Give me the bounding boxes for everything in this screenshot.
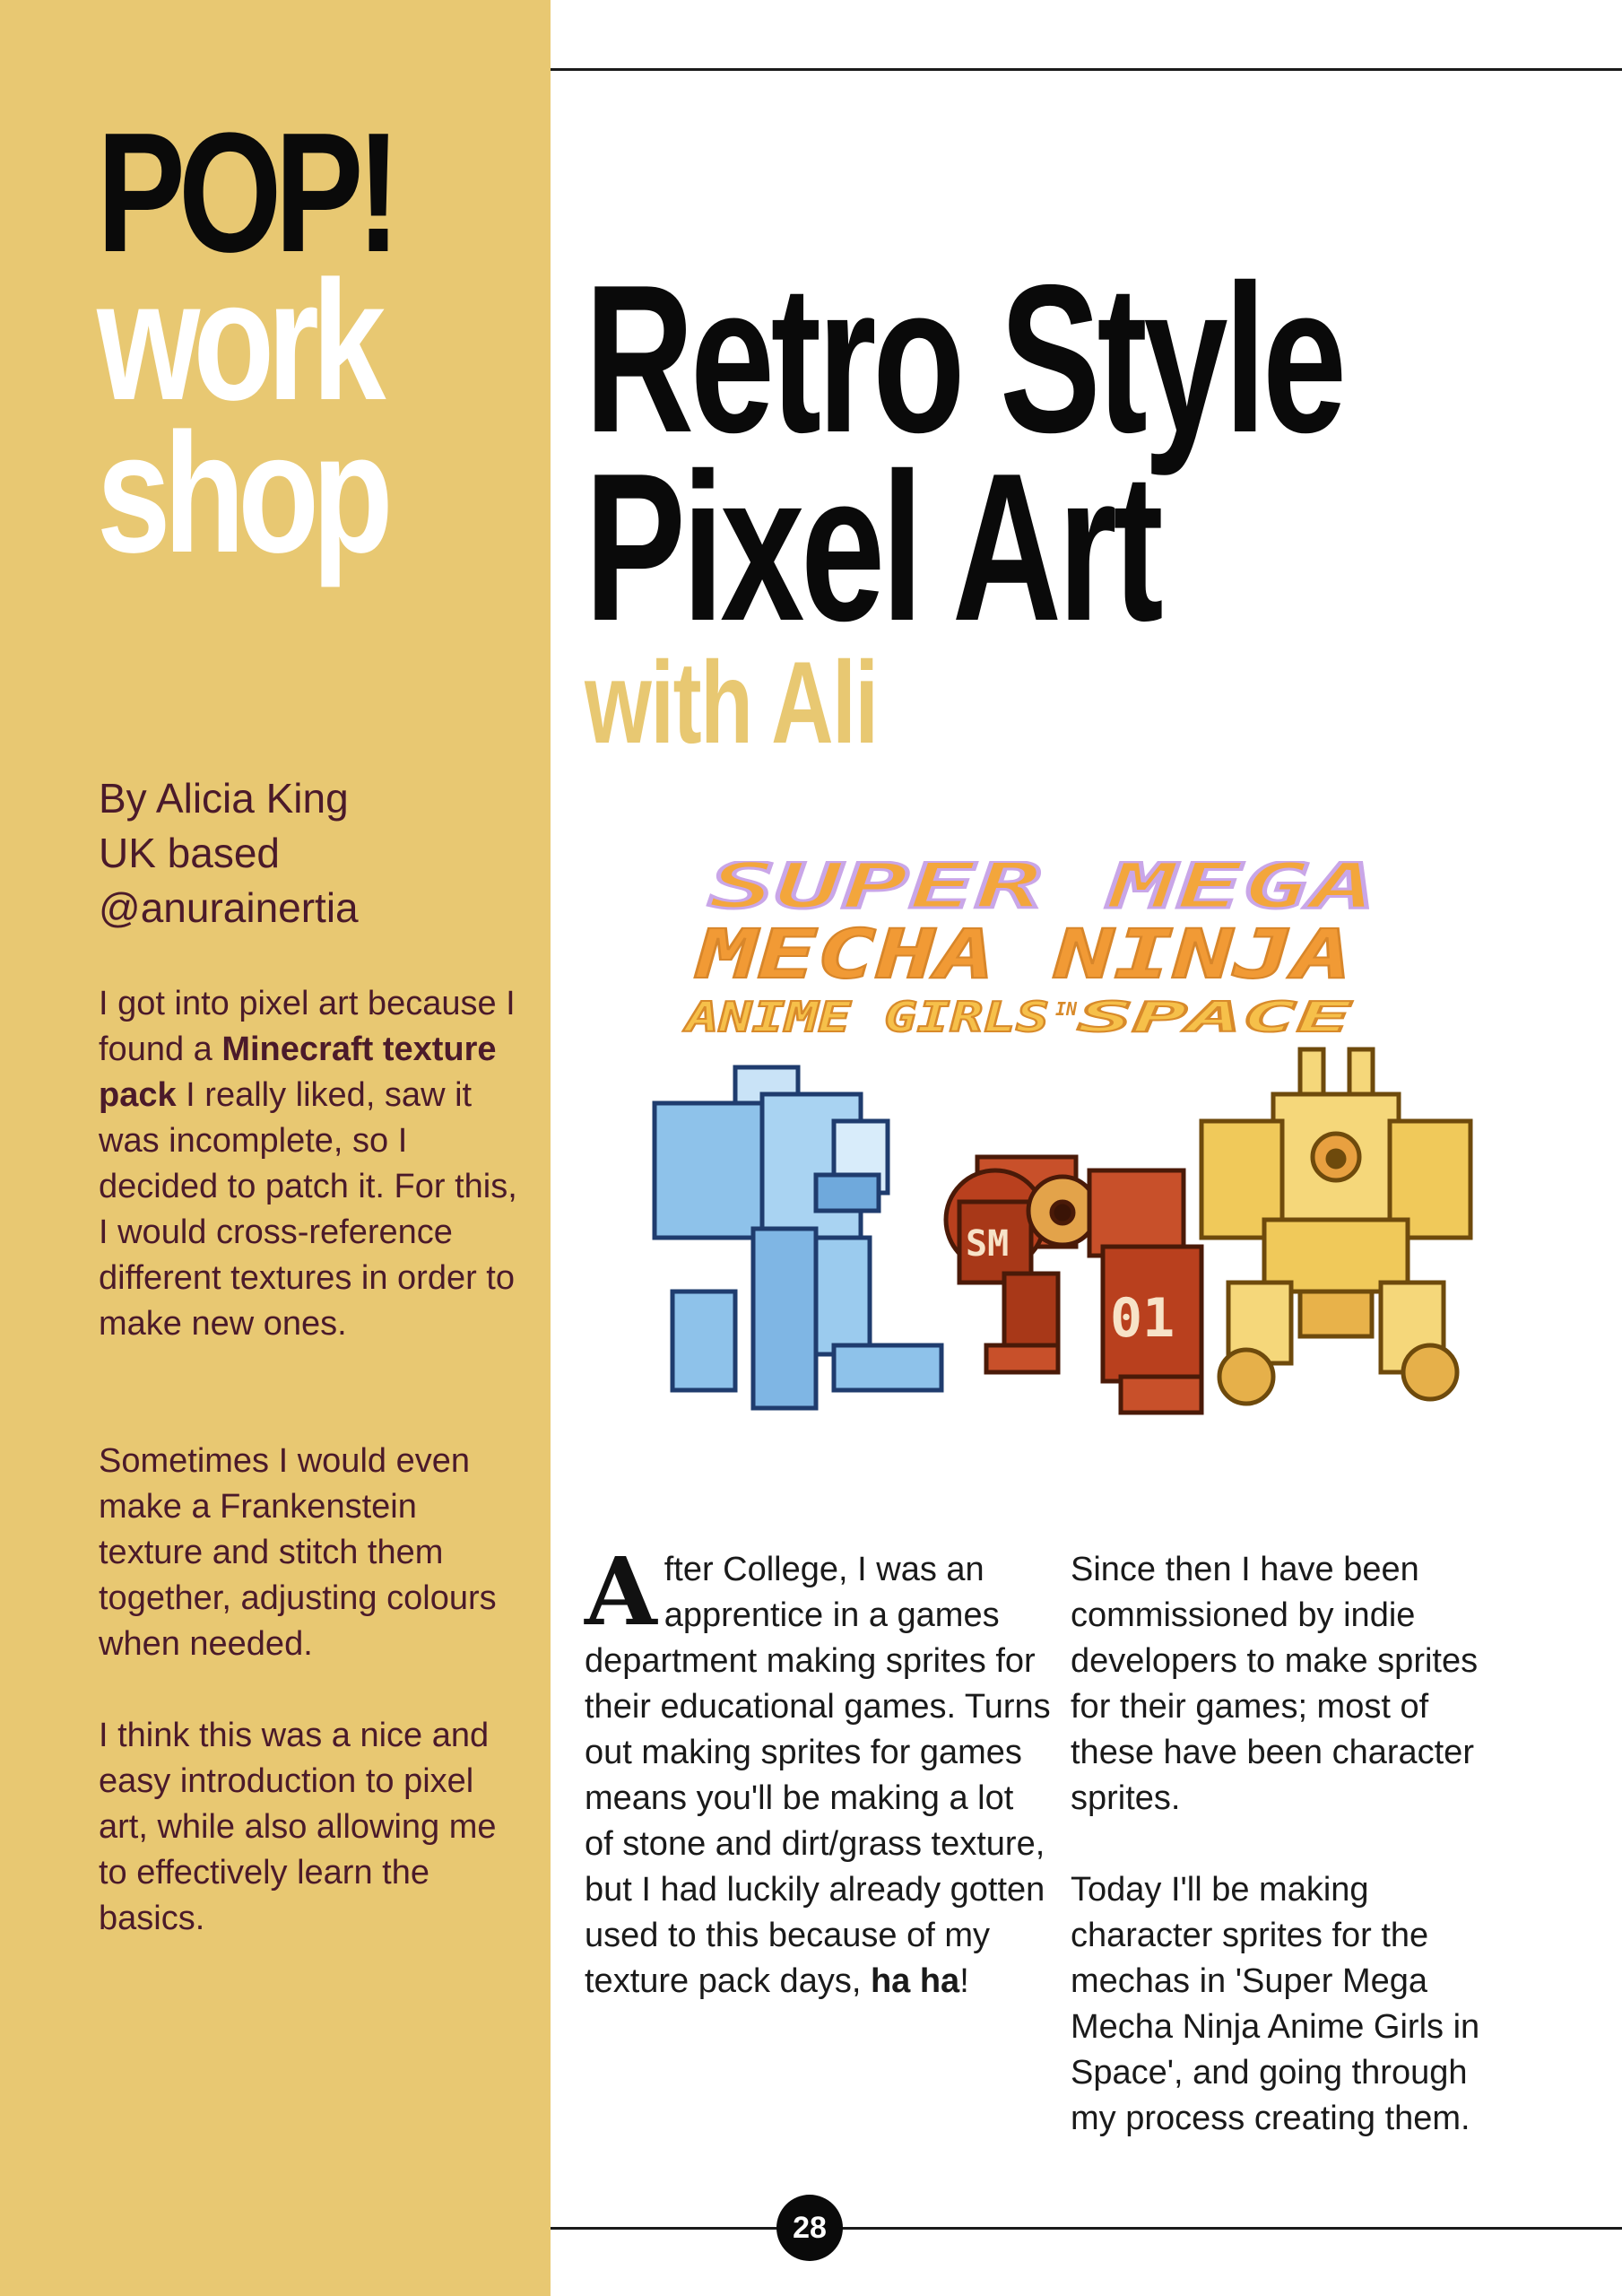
top-rule xyxy=(551,68,1622,71)
subtitle: with Ali xyxy=(585,637,878,768)
sidebar-para-2: Sometimes I would even make a Frankenstein texture and stitch them together, adjusting colours when needed. xyxy=(99,1442,497,1663)
pixel-art-illustration xyxy=(619,861,1515,1422)
intro-text-start: I got into pixel art because I found a xyxy=(99,985,516,1068)
logo-line-3b: IN xyxy=(1055,998,1078,1020)
column-2-para-2: Today I'll be making character sprites for the mechas in 'Super Mega Mecha Ninja Anime Girls in Space', and going through my process creating them. xyxy=(1071,1871,1480,2137)
title-line-1: Retro Style xyxy=(585,240,1343,476)
author-name: By Alicia King xyxy=(99,775,349,822)
mecha-number: 01 xyxy=(1110,1287,1175,1350)
article-column-1 xyxy=(585,1536,1051,2005)
game-logo xyxy=(682,861,1376,1041)
title-line-2: Pixel Art xyxy=(585,429,1160,665)
drop-cap: A xyxy=(585,1536,657,1647)
logo-line-3a: ANIME GIRLS xyxy=(682,993,1049,1041)
column-2-para-1: Since then I have been commissioned by indie developers to make sprites for their games; most of these have been character sprites. xyxy=(1071,1551,1479,1817)
article-column-2 xyxy=(1071,1547,1519,2142)
column-1-end: ! xyxy=(959,1962,969,2000)
yellow-mecha xyxy=(1201,1049,1470,1404)
intro-text-end: I really liked, saw it was incomplete, so I decided to patch it. For this, I would cross-reference different textures in order to make new ones. xyxy=(99,1076,517,1343)
logo-line-2: MECHA NINJA xyxy=(693,914,1352,994)
logo-line-1: SUPER MEGA xyxy=(708,861,1376,923)
brand-shop: shop xyxy=(97,398,386,588)
paragraph-gap xyxy=(1071,1822,1519,1867)
sidebar-para-3: I think this was a nice and easy introduction to pixel art, while also allowing me to effectively learn the basics. xyxy=(99,1717,497,1937)
sidebar-intro xyxy=(99,981,529,1347)
author-handle: @anurainertia xyxy=(99,884,359,931)
author-byline xyxy=(99,771,359,935)
blue-mecha xyxy=(655,1067,941,1408)
intro-highlight: Minecraft texture pack xyxy=(99,1031,497,1114)
mecha-chest-mark-left: SM xyxy=(966,1223,1010,1265)
red-mecha xyxy=(946,1157,1201,1413)
author-location: UK based xyxy=(99,830,281,876)
logo-line-3c: SPACE xyxy=(1078,993,1354,1041)
column-1-emphasis: ha ha xyxy=(870,1962,960,2000)
bottom-rule xyxy=(551,2227,1622,2230)
column-1-text: fter College, I was an apprentice in a games department making sprites for their educational games. Turns out making sprites for games means you'll be making a lot of stone and dirt/grass texture, but I had luckily already gotten used to this because of my texture pack days, xyxy=(585,1551,1051,2000)
brand-pop: POP! xyxy=(97,98,395,288)
page-number: 28 xyxy=(776,2195,843,2261)
brand-work: work xyxy=(97,246,379,436)
